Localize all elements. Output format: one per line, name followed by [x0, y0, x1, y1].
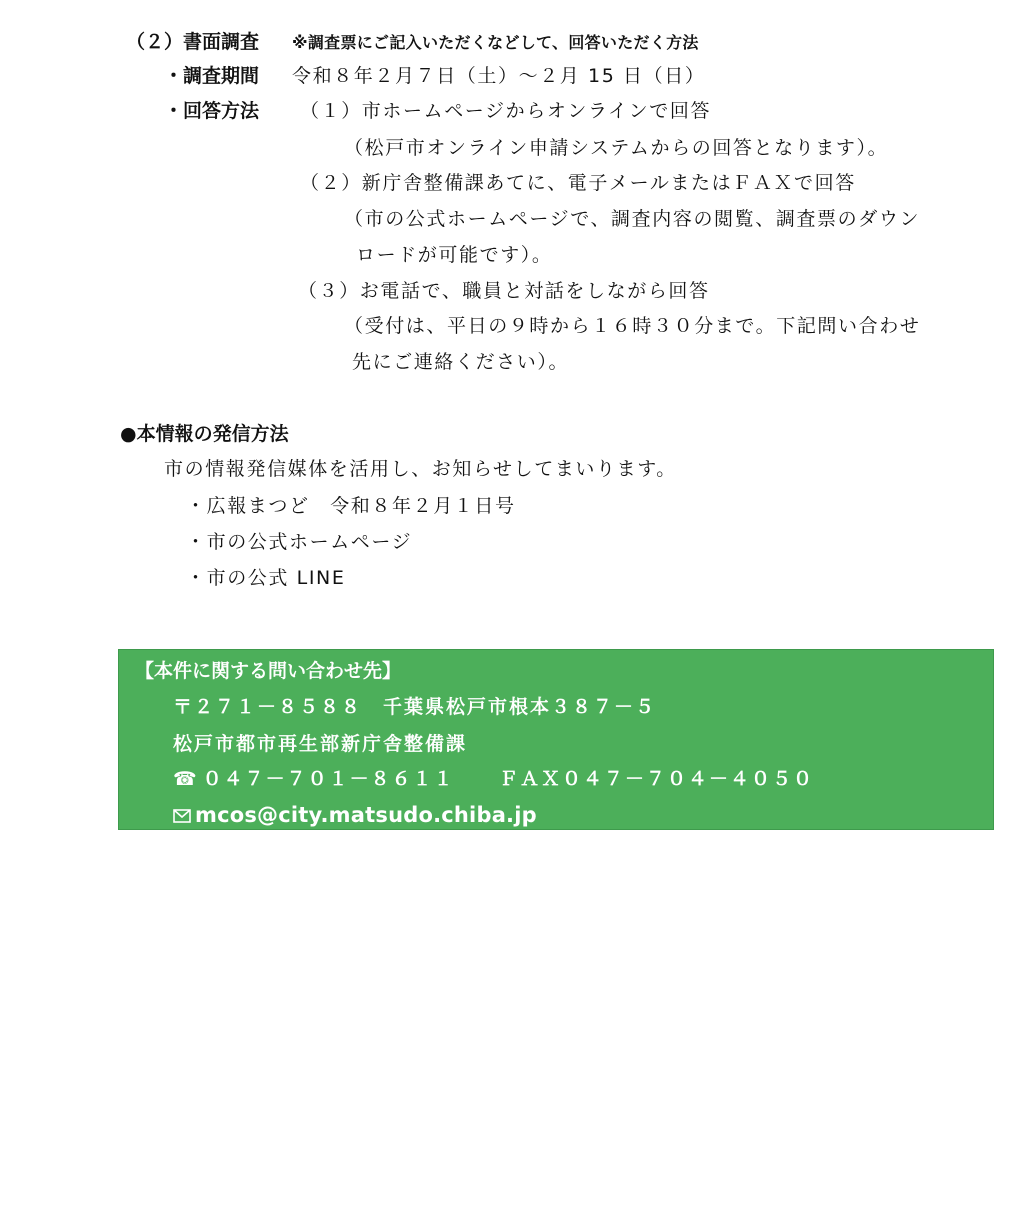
method-3-detail-1: （受付は、平日の９時から１６時３０分まで。下記問い合わせ — [344, 315, 921, 337]
method-3: （３）お電話で、職員と対話をしながら回答 — [298, 280, 710, 302]
contact-phone-row — [173, 770, 455, 789]
survey-written-note: ※調査票にご記入いただくなどして、回答いただく方法 — [292, 33, 699, 52]
contact-fax: ＦＡＸ０４７－７０４－４０５０ — [499, 768, 815, 790]
envelope-icon — [173, 806, 191, 827]
period-value: 令和８年２月７日（土）～２月 15 日（日） — [292, 65, 706, 87]
contact-title: 【本件に関する問い合わせ先】 — [135, 660, 402, 682]
info-intro: 市の情報発信媒体を活用し、お知らせしてまいります。 — [164, 458, 677, 480]
info-item-line: ・市の公式 LINE — [186, 567, 346, 589]
method-1-detail: （松戸市オンライン申請システムからの回答となります）。 — [344, 137, 889, 159]
contact-box — [118, 649, 994, 830]
contact-department: 松戸市都市再生部新庁舎整備課 — [173, 733, 468, 755]
contact-email[interactable]: mcos@city.matsudo.chiba.jp — [195, 803, 537, 827]
period-label: ・調査期間 — [164, 65, 260, 87]
method-2-detail-1: （市の公式ホームページで、調査内容の閲覧、調査票のダウン — [344, 208, 921, 230]
method-2: （２）新庁舎整備課あてに、電子メールまたはＦＡＸで回答 — [300, 172, 856, 194]
contact-email-row — [173, 805, 537, 827]
phone-icon: ☎ — [173, 768, 199, 790]
contact-phone: ０４７－７０１－８６１１ — [202, 768, 455, 790]
info-item-koho: ・広報まつど 令和８年２月１日号 — [186, 495, 516, 517]
method-3-detail-2: 先にご連絡ください）。 — [352, 351, 570, 373]
method-1: （１）市ホームページからオンラインで回答 — [300, 100, 712, 122]
info-item-homepage: ・市の公式ホームページ — [186, 531, 413, 553]
method-2-detail-2: ロードが可能です）。 — [356, 244, 553, 266]
contact-address: 〒２７１－８５８８ 千葉県松戸市根本３８７－５ — [173, 696, 657, 718]
survey-written-heading: （２）書面調査 — [126, 31, 260, 53]
method-label: ・回答方法 — [164, 100, 260, 122]
info-heading: ●本情報の発信方法 — [120, 423, 289, 445]
